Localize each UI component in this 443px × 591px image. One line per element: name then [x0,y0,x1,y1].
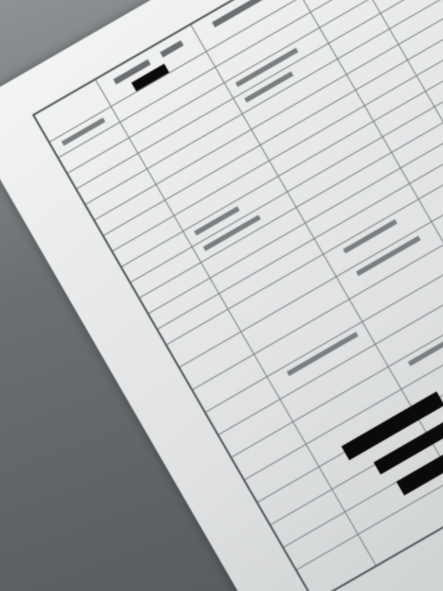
blurred-text [212,0,267,27]
blurred-text [160,40,184,57]
row-line [95,9,443,220]
row-line [140,87,443,298]
form-frame [32,0,443,591]
blurred-text [235,48,298,87]
column-line [95,80,376,565]
blurred-text [408,327,443,366]
redaction-bar [341,391,443,460]
blurred-text [287,332,359,376]
